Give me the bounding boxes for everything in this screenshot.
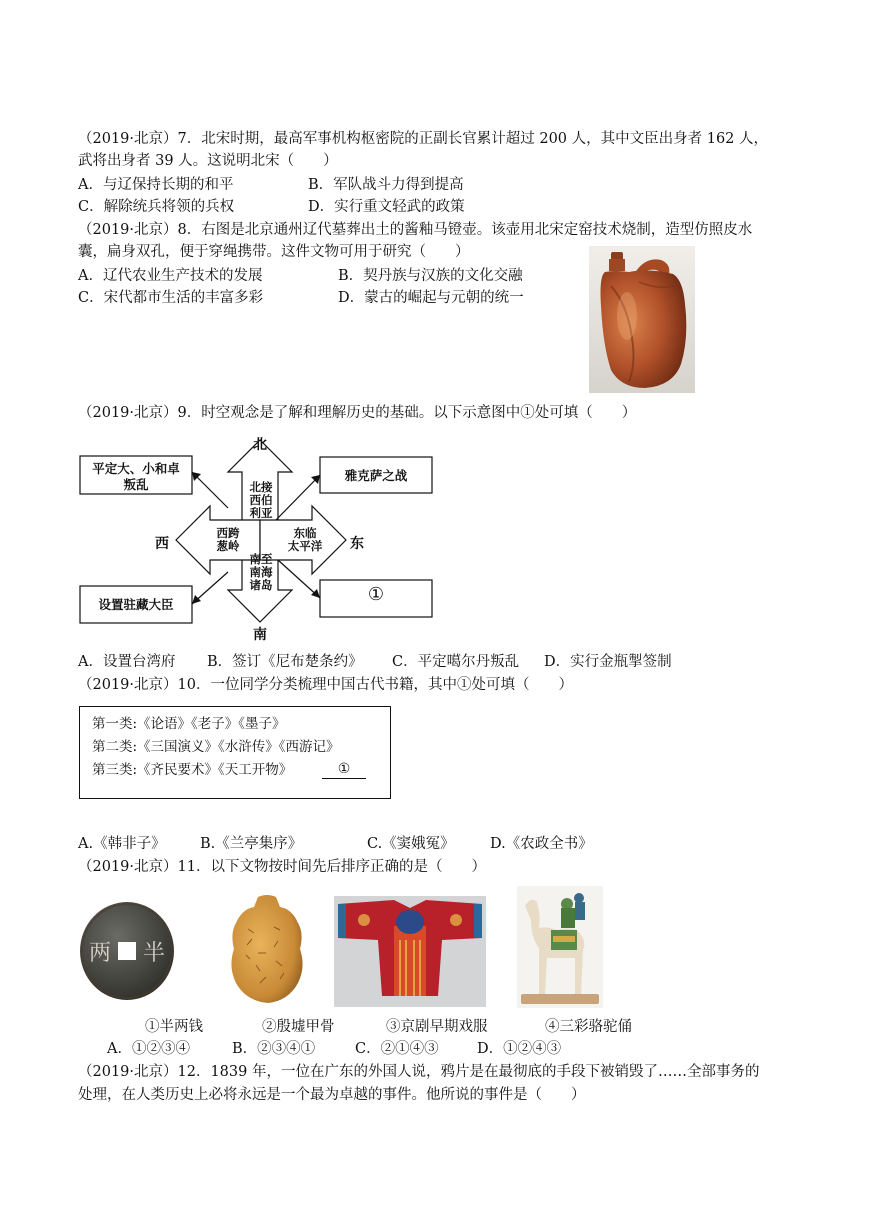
q9-option-c: C．平定噶尔丹叛乱 xyxy=(392,654,520,670)
q10-stem: （2019·北京）10．一位同学分类梳理中国古代书籍，其中①处可填（ ） xyxy=(78,677,573,693)
arrow-north-text: 北接 西伯 利亚 xyxy=(249,480,273,520)
q8-stem-line1: （2019·北京）8．右图是北京通州辽代墓葬出土的酱釉马镫壶。该壶用北宋定窑技术烧制，造型仿照皮水 xyxy=(78,222,753,238)
q8-option-b: B．契丹族与汉族的文化交融 xyxy=(338,268,523,284)
q8-option-c: C．宋代都市生活的丰富多彩 xyxy=(78,290,264,306)
q12-stem-line1: （2019·北京）12．1839 年，一位在广东的外国人说，鸦片是在最彻底的手段下被销毁了……全部事务的 xyxy=(78,1064,760,1080)
q10-option-b: B.《兰亭集序》 xyxy=(200,836,303,852)
coin-char-right: 半 xyxy=(142,941,166,966)
south-label: 南 xyxy=(253,627,267,643)
q12-stem-line2: 处理，在人类历史上必将永远是一个最为卓越的事件。他所说的事件是（ ） xyxy=(78,1087,586,1103)
arrow-west-text: 西跨 葱岭 xyxy=(216,526,240,553)
q11-option-c: C．②①④③ xyxy=(355,1041,439,1057)
q8-stem-line2: 囊，扁身双孔，便于穿绳携带。这件文物可用于研究（ ） xyxy=(78,244,470,260)
q11-option-d: D．①②④③ xyxy=(477,1041,562,1057)
book-category-2: 第二类:《三国演义》《水浒传》《西游记》 xyxy=(92,739,340,755)
q10-option-c: C.《窦娥冤》 xyxy=(367,836,455,852)
oracle-bone-icon xyxy=(228,893,306,1005)
q9-option-a: A．设置台湾府 xyxy=(78,654,176,670)
q11-stem: （2019·北京）11．以下文物按时间先后排序正确的是（ ） xyxy=(78,859,486,875)
sancai-camel-icon xyxy=(517,886,603,1008)
q7-option-a: A．与辽保持长期的和平 xyxy=(78,177,234,193)
q8-option-a: A．辽代农业生产技术的发展 xyxy=(78,268,263,284)
q7-stem-line1: （2019·北京）7．北宋时期，最高军事机构枢密院的正副长官累计超过 200 人，其中文臣出身者 162 人， xyxy=(78,131,769,147)
coin-char-left: 两 xyxy=(88,941,112,966)
east-label: 东 xyxy=(350,536,364,552)
caption-1: ①半两钱 xyxy=(145,1019,203,1035)
box-nw-label: 平定大、小和卓 叛乱 xyxy=(92,461,180,492)
q10-book-box xyxy=(79,706,391,799)
q10-option-d: D.《农政全书》 xyxy=(490,836,593,852)
q11-option-a: A．①②③④ xyxy=(107,1041,190,1057)
box-se-blank: ① xyxy=(367,584,385,605)
west-label: 西 xyxy=(155,536,169,552)
opera-costume-icon xyxy=(334,896,486,1007)
caption-2: ②殷墟甲骨 xyxy=(262,1019,335,1035)
q8-option-d: D．蒙古的崛起与元朝的统一 xyxy=(338,290,524,306)
arrow-east-text: 东临 太平洋 xyxy=(287,526,323,553)
q9-stem: （2019·北京）9．时空观念是了解和理解历史的基础。以下示意图中①处可填（ ） xyxy=(78,405,637,421)
caption-3: ③京剧早期戏服 xyxy=(386,1019,488,1035)
q7-option-c: C．解除统兵将领的兵权 xyxy=(78,199,235,215)
box-ne-label: 雅克萨之战 xyxy=(344,468,408,483)
stirrup-pot-icon xyxy=(589,246,695,393)
q7-option-d: D．实行重文轻武的政策 xyxy=(308,199,465,215)
north-label: 北 xyxy=(253,437,267,453)
q7-option-b: B．军队战斗力得到提高 xyxy=(308,177,464,193)
caption-4: ④三彩骆驼俑 xyxy=(545,1019,632,1035)
box-sw-label: 设置驻藏大臣 xyxy=(98,597,174,612)
book-category-1: 第一类:《论语》《老子》《墨子》 xyxy=(92,716,286,732)
ban-liang-coin-icon xyxy=(78,900,176,1002)
q7-stem-line2: 武将出身者 39 人。这说明北宋（ ） xyxy=(78,153,338,169)
arrow-south-text: 南至 南海 诸岛 xyxy=(249,552,273,592)
book-category-3: 第三类:《齐民要术》《天工开物》 xyxy=(92,762,293,778)
q9-option-d: D．实行金瓶掣签制 xyxy=(544,654,672,670)
q11-option-b: B．②③④① xyxy=(232,1041,316,1057)
book-blank: ① xyxy=(322,760,366,779)
q10-option-a: A.《韩非子》 xyxy=(78,836,166,852)
q9-option-b: B．签订《尼布楚条约》 xyxy=(207,654,363,670)
